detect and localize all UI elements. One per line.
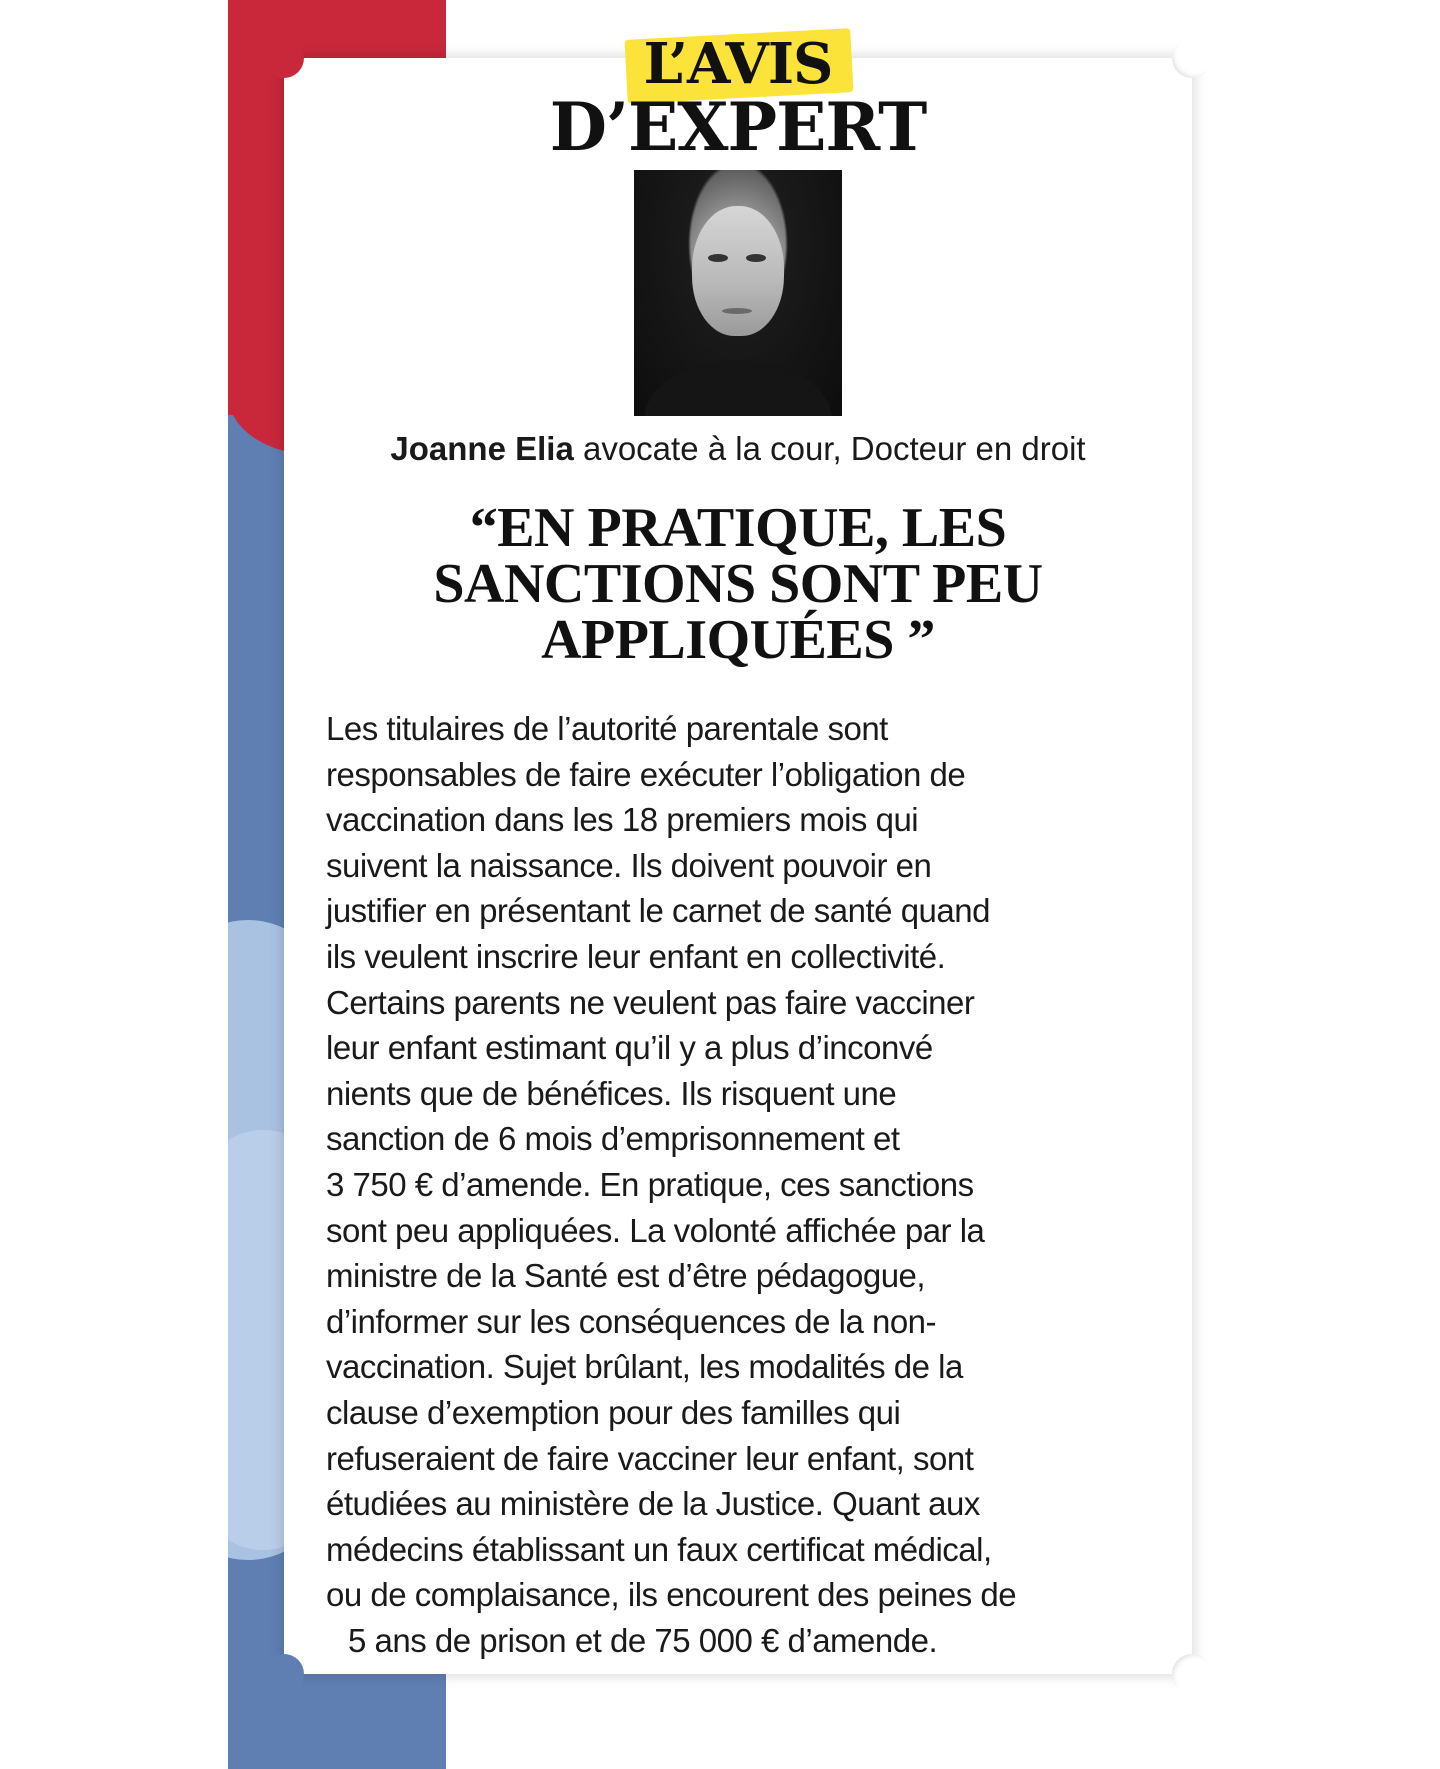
body-line: justifier en présentant le carnet de santé quand	[326, 892, 990, 930]
body-line: ils veulent inscrire leur enfant en collectivité.	[326, 937, 946, 975]
body-line: vaccination. Sujet brûlant, les modalités de la	[326, 1348, 963, 1386]
expert-name: Joanne Elia	[390, 430, 574, 467]
card-notch	[264, 1654, 304, 1694]
expert-portrait	[634, 170, 842, 416]
headline-quote	[304, 497, 1172, 671]
headline-line: SANCTIONS SONT PEU	[433, 553, 1043, 615]
expert-byline	[284, 430, 1192, 468]
body-line: étudiées au ministère de la Justice. Quant aux	[326, 1485, 980, 1523]
headline-line: APPLIQUÉES ”	[541, 609, 935, 671]
section-header	[284, 31, 1192, 166]
body-line: responsables de faire exécuter l’obligation de	[326, 755, 966, 793]
portrait-face	[692, 206, 784, 336]
body-line: 5 ans de prison et de 75 000 € d’amende.	[348, 1621, 938, 1659]
body-line: clause d’exemption pour des familles qui	[326, 1393, 901, 1431]
portrait-mouth	[722, 308, 752, 314]
body-line: ministre de la Santé est d’être pédagogue,	[326, 1257, 926, 1295]
kicker-line-1: L’AVIS	[643, 31, 833, 97]
expert-card	[284, 31, 1192, 1674]
body-line: médecins établissant un faux certificat médical,	[326, 1530, 992, 1568]
article-body	[326, 706, 1162, 1663]
body-line: sont peu appliquées. La volonté affichée par la	[326, 1211, 985, 1249]
body-line: leur enfant estimant qu’il y a plus d’inconvé	[326, 1029, 933, 1067]
body-line: ou de complaisance, ils encourent des peines de	[326, 1576, 1017, 1614]
body-line: sanction de 6 mois d’emprisonnement et	[326, 1120, 900, 1158]
expert-title: avocate à la cour, Docteur en droit	[582, 430, 1086, 467]
body-line: vaccination dans les 18 premiers mois qui	[326, 801, 919, 839]
body-line: Certains parents ne veulent pas faire vacciner	[326, 983, 975, 1021]
body-line: d’informer sur les conséquences de la non-	[326, 1302, 937, 1340]
card-notch	[1172, 1654, 1212, 1694]
portrait-eye	[708, 254, 728, 262]
headline-line: “EN PRATIQUE, LES	[469, 497, 1007, 559]
body-line: refuseraient de faire vacciner leur enfant, sont	[326, 1439, 974, 1477]
body-line: suivent la naissance. Ils doivent pouvoir en	[326, 846, 932, 884]
kicker-line-2: D’EXPERT	[549, 88, 927, 166]
body-line: 3 750 € d’amende. En pratique, ces sanctions	[326, 1165, 974, 1203]
body-line: Les titulaires de l’autorité parentale sont	[326, 710, 888, 747]
body-line: nients que de bénéfices. Ils risquent une	[326, 1074, 897, 1112]
portrait-eye	[746, 254, 766, 262]
